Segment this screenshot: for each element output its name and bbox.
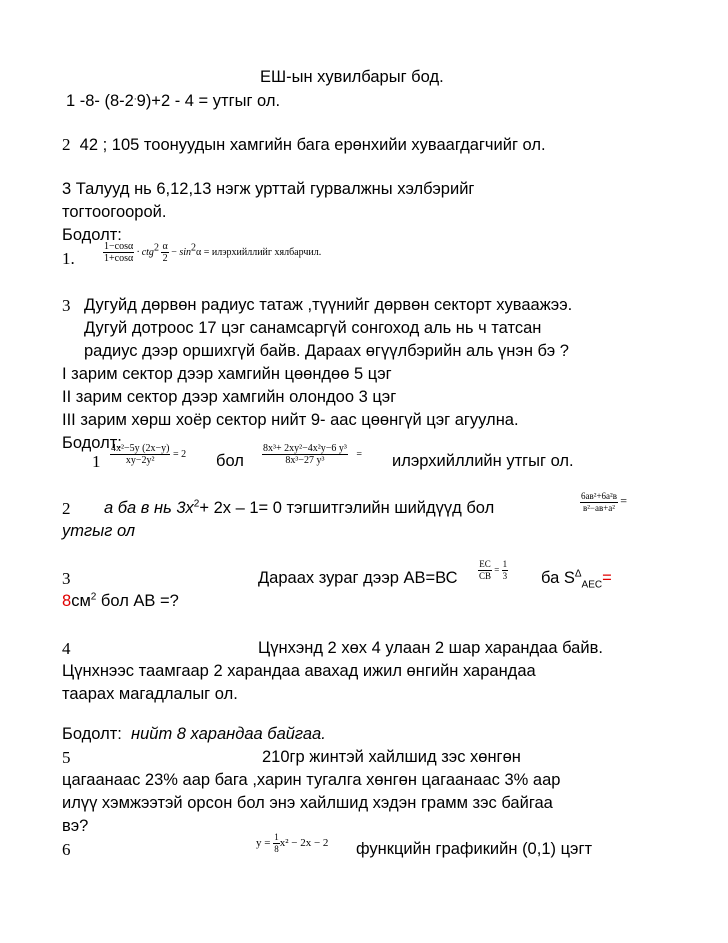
problem-7-number: 3 [62, 569, 71, 588]
problem-6-tail: утгыг ол [62, 522, 136, 540]
problem-8-line-1: Цүнхэнд 2 хөх 4 улаан 2 шар харандаа байв. [258, 639, 603, 657]
triangle-name: AEC [581, 579, 603, 591]
problem-6-fraction [580, 491, 627, 514]
expression-1 [110, 443, 186, 466]
problem-2 [62, 135, 546, 155]
problem-7-tail: бол АВ =? [96, 592, 179, 610]
ratio-value-numerator: 1 [502, 559, 508, 569]
function-rest: x² − 2x − 2 [279, 837, 329, 850]
problem-5-bol: бол [216, 452, 244, 470]
problem-8-solution [62, 725, 326, 744]
formula-two: 2 [162, 253, 168, 264]
page-title: ЕШ-ын хувилбарыг бод. [260, 68, 444, 86]
area-value: 8 [62, 592, 72, 610]
problem-9-line-1: 210гр жинтэй хайлшид зэс хөнгөн [262, 748, 521, 766]
expression-1-value: = 2 [172, 448, 187, 460]
solution-label-2: Бодолт: [62, 434, 122, 452]
ratio-denominator: CB [479, 571, 492, 581]
problem-10-tail: функцийн графикийн (0,1) цэгт [356, 840, 593, 858]
problem-7-ratio [478, 559, 508, 582]
expression-2-equals: = [356, 448, 363, 460]
function-formula [256, 832, 328, 855]
problem-7-area [541, 568, 612, 591]
expression-1-numerator: 4x²−5y (2x−y) [111, 443, 170, 454]
problem-1-part-a: 1 -8- (8-2 [66, 92, 134, 110]
triangle-symbol: Δ [574, 568, 582, 580]
problem-4-line-3: радиус дээр оршихгүй байв. Дараах өгүүлбэрийн аль үнэн бэ ? [84, 342, 569, 360]
problem-1-part-b: 9)+2 - 4 = утгыг ол. [136, 92, 281, 110]
problem-8-number: 4 [62, 639, 71, 658]
problem-8-line-2: Цүнхнээс таамгаар 2 харандаа авахад ижил өнгийн харандаа [62, 662, 536, 680]
formula-numerator: 1−cosα [104, 241, 134, 252]
solution-label: Бодолт: [62, 226, 122, 244]
problem-4-number: 3 [62, 296, 71, 315]
problem-9-line-2: цагаанаас 23% аар бага ,харин тугалга хөнгөн цагаанаас 3% аар [62, 771, 561, 789]
expression-2-denominator: 8x³−27 y³ [285, 455, 325, 466]
problem-6-part-b: + 2x – 1= 0 тэгшитгэлийн шийдүүд бол [199, 499, 495, 517]
area-unit: см [71, 592, 91, 610]
problem-6-denominator: в²−ав+а² [582, 503, 615, 513]
area-unit-exponent: 2 [90, 591, 97, 603]
area-label: ба S [541, 569, 575, 587]
problem-6-equals: = [620, 493, 627, 508]
problem-6-part-a: a ба в нь 3x [104, 499, 194, 517]
problem-9-line-3: илүү хэмжээтэй орсон бол энэ хайлшид хэдэн грамм зэс байгаа [62, 794, 553, 812]
area-equals: = [602, 569, 612, 587]
formula-minus: − [171, 246, 180, 258]
problem-4-line-2: Дугуй дотроос 17 цэг санамсаргүй сонгоход аль нь ч татсан [84, 319, 542, 337]
problem-6-exponent: 2 [193, 498, 200, 510]
problem-9-number: 5 [62, 748, 71, 767]
solution-note: нийт 8 харандаа байгаа. [131, 725, 326, 743]
formula-exponent: 2 [153, 242, 159, 254]
problem-9-line-4: вэ? [62, 817, 89, 835]
expression-2-numerator: 8x³+ 2xy²−4x²y−6 y³ [263, 443, 347, 454]
problem-2-text: 42 ; 105 тоонуудын хамгийн бага ерөнхийи хуваагдагчийг ол. [79, 136, 546, 154]
ratio-value-denominator: 3 [502, 571, 508, 581]
statement-ii: II зарим сектор дээр хамгийн олондоо 3 цэг [62, 388, 397, 406]
problem-6-text [104, 499, 494, 518]
problem-1 [66, 92, 280, 111]
formula-alpha: α [162, 241, 168, 252]
problem-2-number: 2 [62, 135, 71, 154]
expression-1-denominator: xy−2y² [125, 455, 155, 466]
formula-sin-exponent: 2 [191, 242, 196, 254]
simplify-formula [103, 241, 321, 264]
solution-label-3: Бодолт: [62, 725, 122, 743]
problem-7-text: Дараах зураг дээр АВ=ВС [258, 569, 458, 587]
expression-2 [262, 443, 362, 466]
problem-5-tail: илэрхийллийн утгыг ол. [392, 452, 574, 470]
function-coef-denominator: 8 [274, 844, 279, 854]
problem-7-line-2 [62, 592, 179, 611]
problem-3-line-2: тогтоогоорой. [62, 203, 167, 221]
problem-3-line-1: 3 Талууд нь 6,12,13 нэгж урттай гурвалжны хэлбэрийг [62, 180, 475, 198]
problem-6-number: 2 [62, 499, 71, 518]
problem-1-dot: . [133, 91, 137, 103]
formula-sin: sin [179, 246, 191, 258]
function-coef-numerator: 1 [274, 832, 279, 842]
function-y: y = [256, 837, 271, 850]
formula-ctg: · ctg [136, 246, 154, 258]
problem-4-line-1: Дугуйд дөрвөн радиус татаж ,түүнийг дөрвөн секторт хуваажээ. [84, 296, 573, 314]
problem-6-numerator: 6ав²+6а²в [581, 491, 617, 501]
item-number: 1. [62, 249, 75, 268]
ratio-numerator: EC [479, 559, 491, 569]
problem-5-number: 1 [92, 452, 101, 471]
formula-denominator: 1+cosα [104, 253, 134, 264]
statement-iii: III зарим хөрш хоёр сектор нийт 9- аас цөөнгүй цэг агуулна. [62, 411, 519, 429]
statement-i: I зарим сектор дээр хамгийн цөөндөө 5 цэг [62, 365, 392, 383]
problem-8-line-3: таарах магадлалыг ол. [62, 685, 238, 703]
problem-10-number: 6 [62, 840, 71, 859]
ratio-equals: = [494, 564, 500, 575]
formula-tail: α = илэрхийллийг хялбарчил. [196, 246, 322, 258]
